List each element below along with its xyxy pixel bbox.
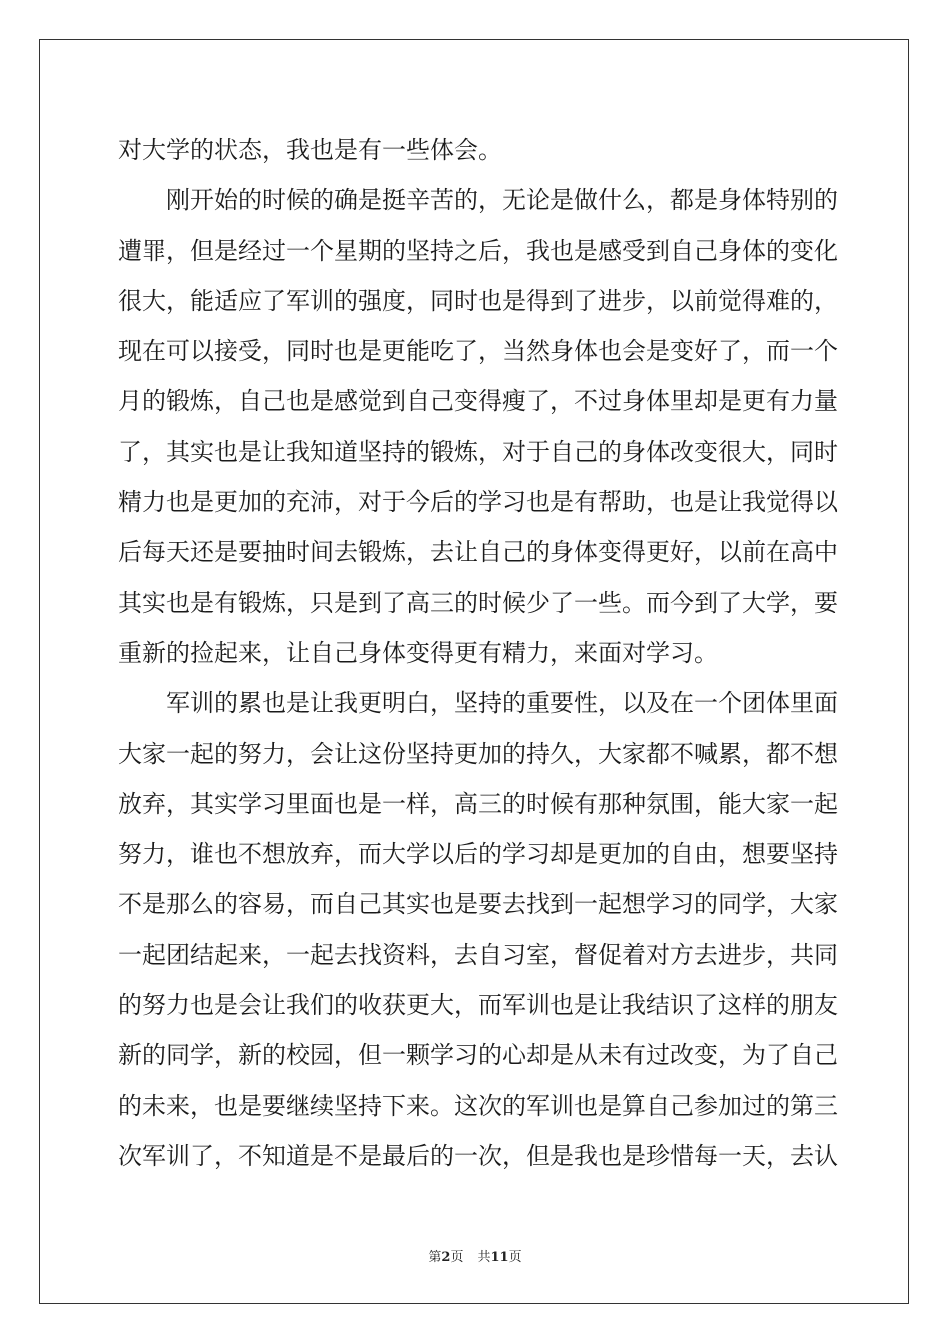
paragraph-2: 刚开始的时候的确是挺辛苦的，无论是做什么，都是身体特别的遭罪，但是经过一个星期的坚持之后，我也是感受到自己身体的变化很大，能适应了军训的强度，同时也是得到了进步，以前觉得难的，现在可以接受，同时也是更能吃了，当然身体也会是变好了，而一个月的锻炼，自己也是感觉到自己变得瘦了，不过身体里却是更有力量了，其实也是让我知道坚持的锻炼，对于自己的身体改变很大，同时精力也是更加的充沛，对于今后的学习也是有帮助，也是让我觉得以后每天还是要抽时间去锻炼，去让自己的身体变得更好，以前在高中其实也是有锻炼，只是到了高三的时候少了一些。而今到了大学，要重新的捡起来，让自己身体变得更有精力，来面对学习。 xyxy=(118,186,838,667)
page-suffix: 页 xyxy=(450,1250,464,1265)
total-prefix: 共 xyxy=(477,1250,491,1265)
page-prefix: 第 xyxy=(428,1250,442,1265)
total-suffix: 页 xyxy=(508,1250,522,1265)
total-pages: 11 xyxy=(490,1250,509,1265)
page-footer xyxy=(0,1246,950,1265)
document-body xyxy=(118,125,838,1181)
page-number: 2 xyxy=(441,1250,451,1265)
paragraph-3: 军训的累也是让我更明白，坚持的重要性，以及在一个团体里面大家一起的努力，会让这份坚持更加的持久，大家都不喊累，都不想放弃，其实学习里面也是一样，高三的时候有那种氛围，能大家一起努力，谁也不想放弃，而大学以后的学习却是更加的自由，想要坚持不是那么的容易，而自己其实也是要去找到一起想学习的同学，大家一起团结起来，一起去找资料，去自习室，督促着对方去进步，共同的努力也是会让我们的收获更大，而军训也是让我结识了这样的朋友新的同学，新的校园，但一颗学习的心却是从未有过改变，为了自己的未来，也是要继续坚持下来。这次的军训也是算自己参加过的第三次军训了，不知道是不是最后的一次，但是我也是珍惜每一天，去认 xyxy=(118,689,838,1170)
paragraph-1: 对大学的状态，我也是有一些体会。 xyxy=(118,136,502,164)
